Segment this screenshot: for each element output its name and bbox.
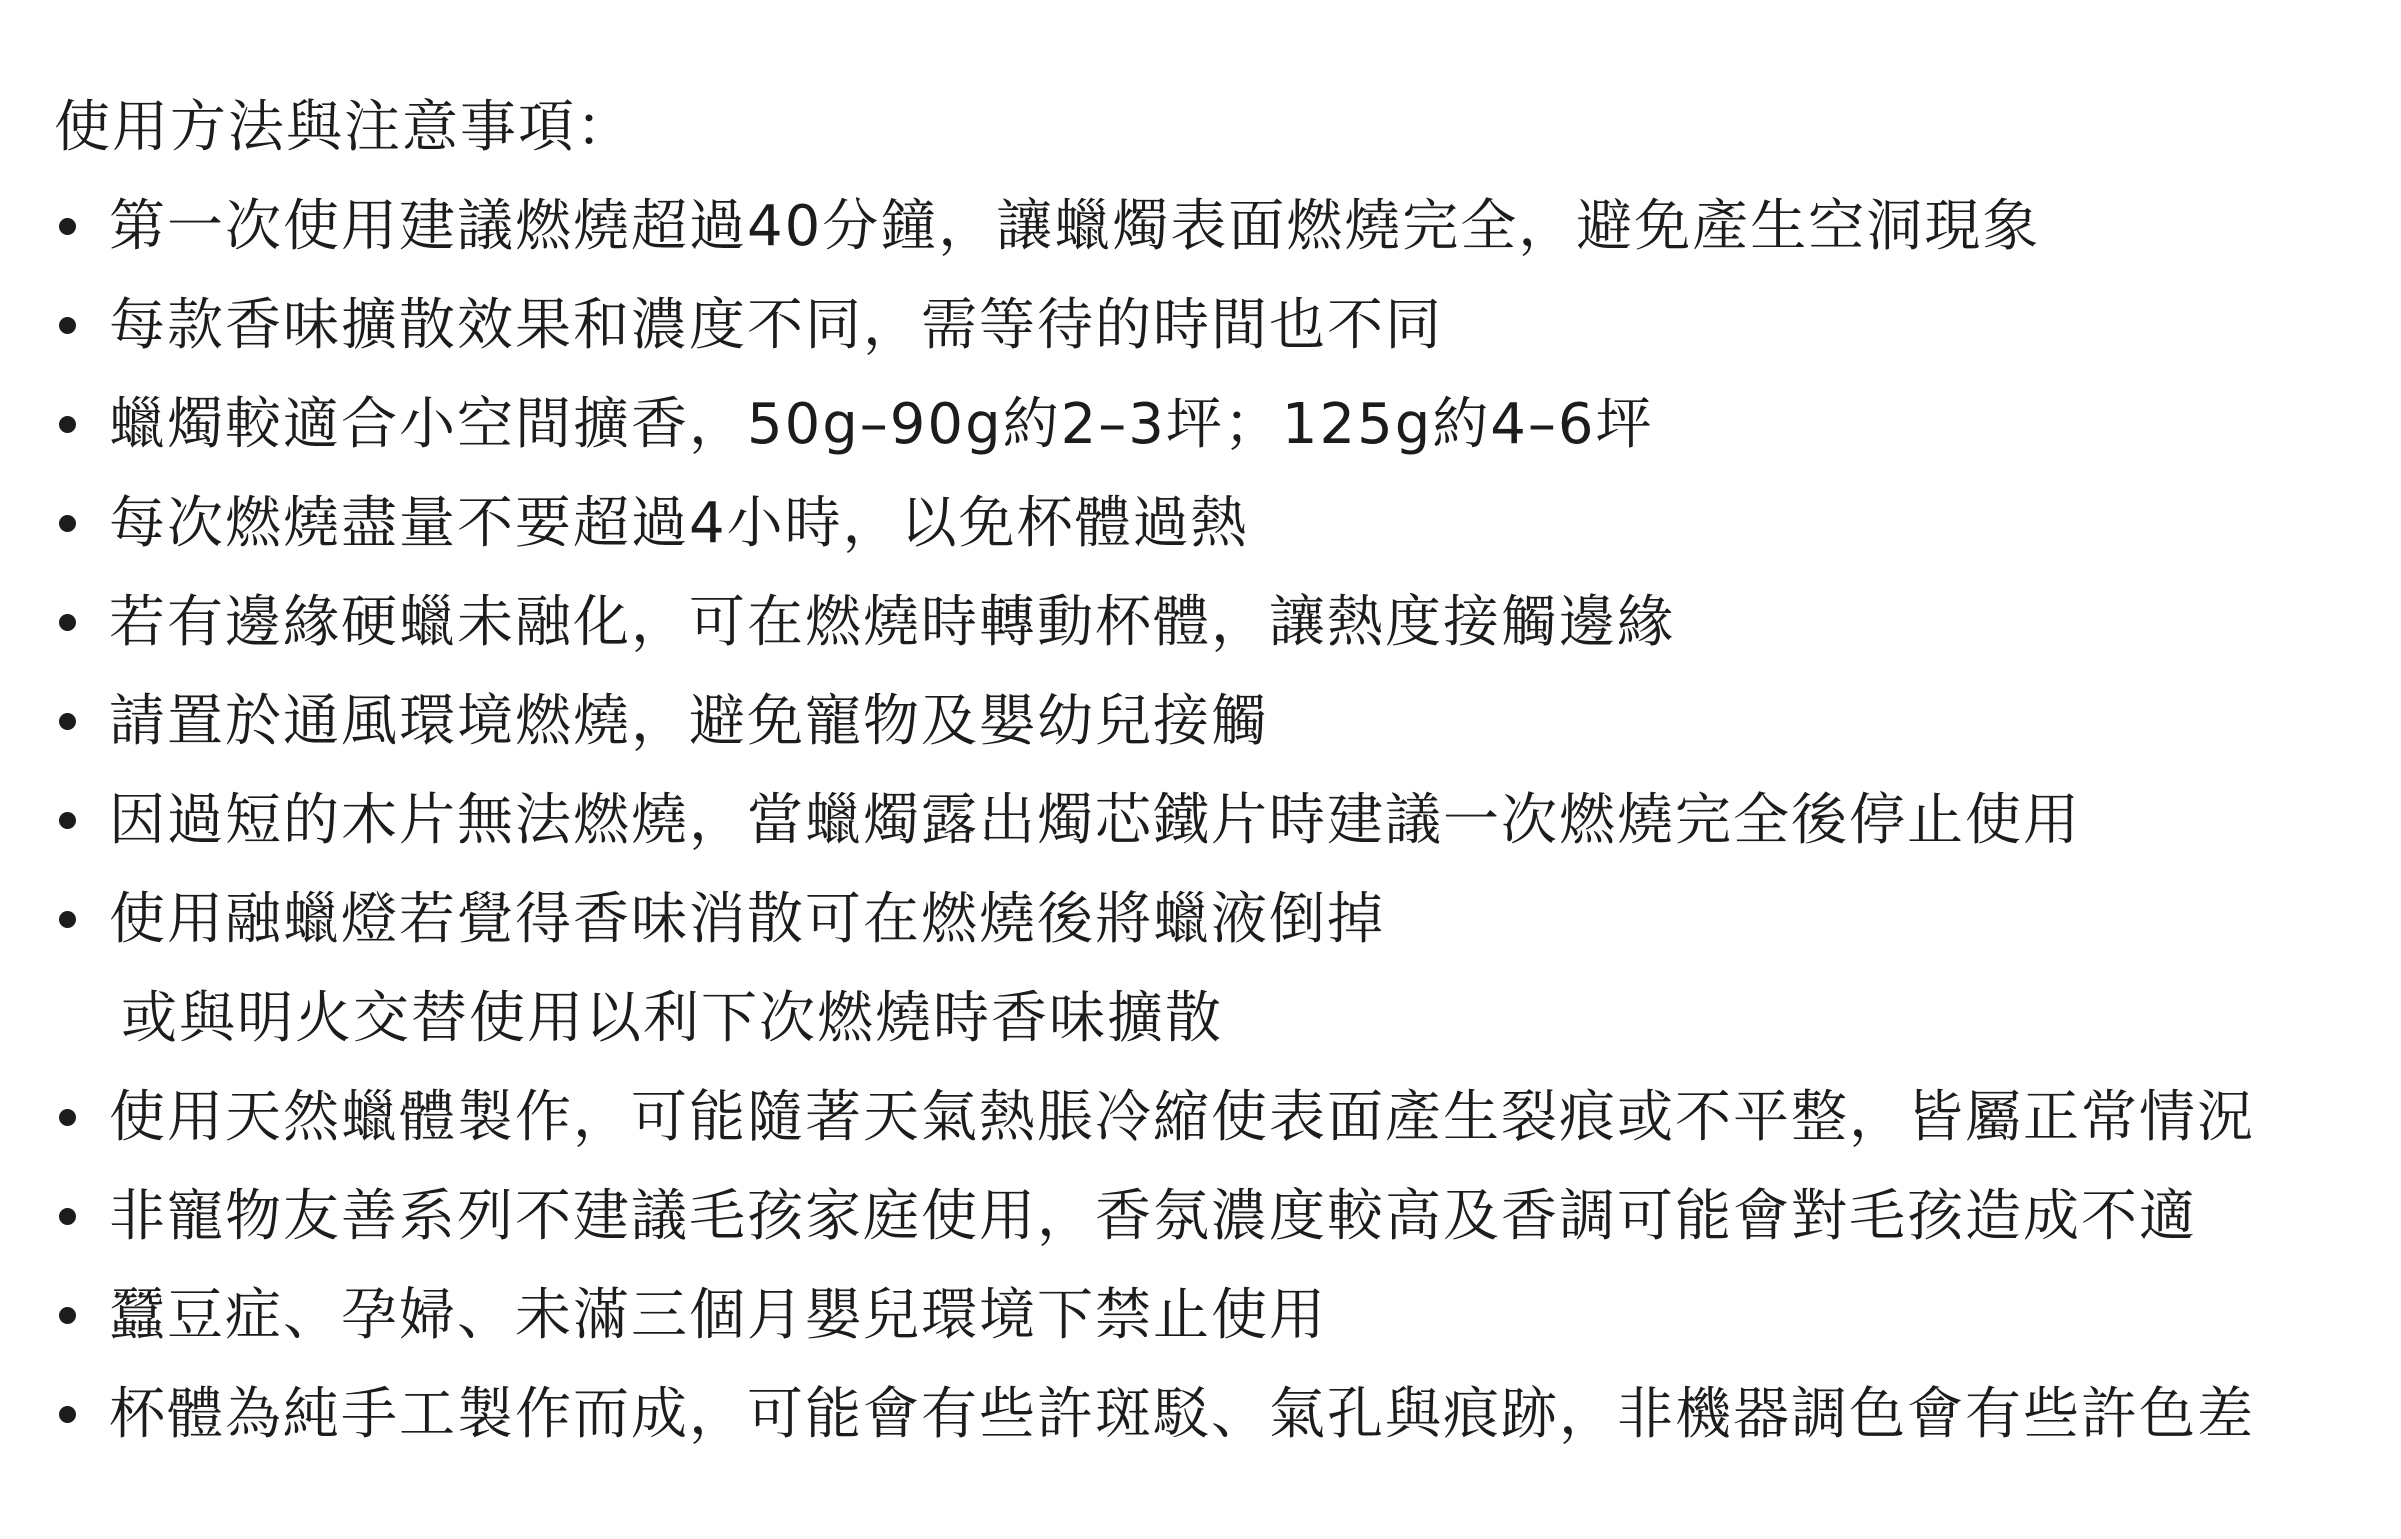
usage-notes-document <box>54 78 2384 1464</box>
list-item-text: 非寵物友善系列不建議毛孩家庭使用，香氛濃度較高及香調可能會對毛孩造成不適 <box>109 1184 2197 1249</box>
bullet-icon <box>59 1406 76 1423</box>
list-item <box>54 474 2384 573</box>
bullet-icon <box>59 614 76 631</box>
list-item <box>54 1068 2384 1167</box>
list-item <box>54 870 2384 1068</box>
bullet-icon <box>59 1307 76 1324</box>
section-heading: 使用方法與注意事項： <box>54 95 634 160</box>
list-item <box>54 177 2384 276</box>
bullet-icon <box>59 416 76 433</box>
list-item-text: 使用天然蠟體製作，可能隨著天氣熱脹冷縮使表面產生裂痕或不平整，皆屬正常情況 <box>109 1085 2255 1150</box>
list-item-text: 杯體為純手工製作而成，可能會有些許斑駁、氣孔與痕跡，非機器調色會有些許色差 <box>109 1382 2255 1447</box>
bullet-icon <box>59 515 76 532</box>
bullet-icon <box>59 911 76 928</box>
list-item <box>54 276 2384 375</box>
list-item <box>54 375 2384 474</box>
bullet-icon <box>59 713 76 730</box>
bullet-icon <box>59 317 76 334</box>
bullet-icon <box>59 218 76 235</box>
list-item-text: 請置於通風環境燃燒，避免寵物及嬰幼兒接觸 <box>109 689 1269 754</box>
list-item-text: 蠟燭較適合小空間擴香，50g–90g約2–3坪；125g約4–6坪 <box>109 392 1654 457</box>
list-item-text: 每次燃燒盡量不要超過4小時，以免杯體過熱 <box>109 491 1249 556</box>
list-item-text: 因過短的木片無法燃燒，當蠟燭露出燭芯鐵片時建議一次燃燒完全後停止使用 <box>109 788 2081 853</box>
notes-list <box>54 177 2384 1464</box>
list-item <box>54 1167 2384 1266</box>
list-item-text: 第一次使用建議燃燒超過40分鐘，讓蠟燭表面燃燒完全，避免產生空洞現象 <box>109 194 2041 259</box>
list-item <box>54 1266 2384 1365</box>
bullet-icon <box>59 812 76 829</box>
bullet-icon <box>59 1109 76 1126</box>
list-item <box>54 573 2384 672</box>
list-item-text: 每款香味擴散效果和濃度不同，需等待的時間也不同 <box>109 293 1443 358</box>
bullet-icon <box>59 1208 76 1225</box>
list-item-text-continuation: 或與明火交替使用以利下次燃燒時香味擴散 <box>121 986 1223 1051</box>
list-item <box>54 1365 2384 1464</box>
list-item <box>54 771 2384 870</box>
list-item <box>54 672 2384 771</box>
list-item-text: 蠶豆症、孕婦、未滿三個月嬰兒環境下禁止使用 <box>109 1283 1327 1348</box>
list-item-text: 若有邊緣硬蠟未融化，可在燃燒時轉動杯體，讓熱度接觸邊緣 <box>109 590 1675 655</box>
list-item-text: 使用融蠟燈若覺得香味消散可在燃燒後將蠟液倒掉 <box>109 887 1385 952</box>
